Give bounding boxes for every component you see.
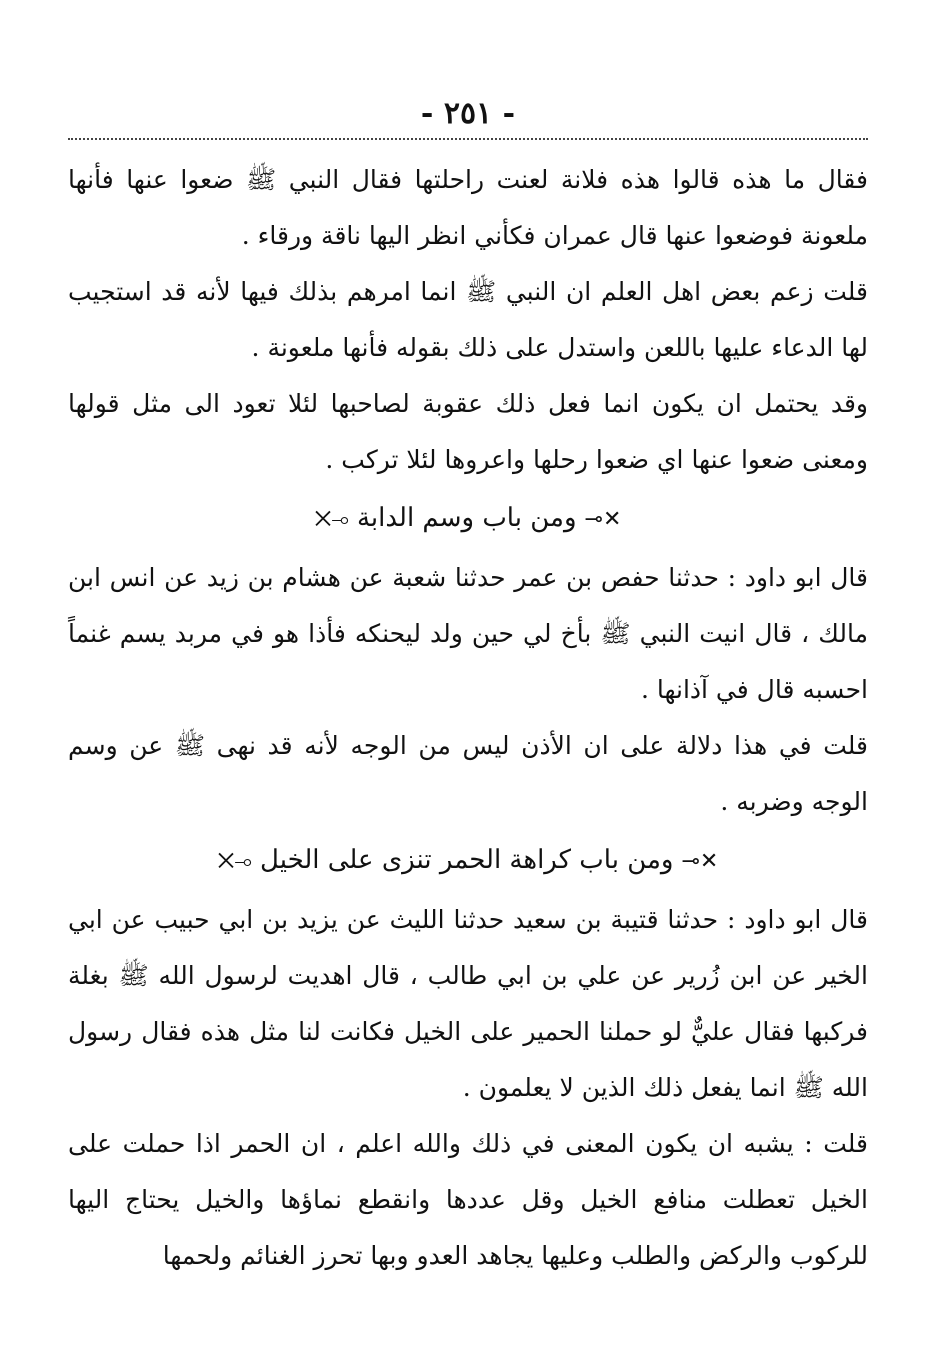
paragraph: قلت زعم بعض اهل العلم ان النبي ﷺ انما امرهم بذلك فيها لأنه قد استجيب لها الدعاء عليها باللعن واستدل على ذلك بقوله فأنها ملعونة .: [68, 277, 868, 362]
ornament-icon: ✕⊸: [584, 507, 622, 532]
ornament-icon: ⟜✕: [217, 849, 253, 874]
section-heading-text: ومن باب وسم الدابة: [356, 503, 577, 533]
section-heading-text: ومن باب كراهة الحمر تنزى على الخيل: [260, 845, 674, 875]
ornament-icon: ✕⊸: [681, 849, 719, 874]
page-number: - ٢٥١ -: [420, 96, 516, 131]
header-rule: [68, 138, 868, 140]
section-heading: [68, 830, 868, 892]
paragraph: فقال ما هذه قالوا هذه فلانة لعنت راحلتها فقال النبي ﷺ ضعوا عنها فأنها ملعونة فوضعوا عنها قال عمران فكأني انظر اليها ناقة ورقاء .: [68, 165, 868, 250]
ornament-icon: ⟜✕: [314, 507, 349, 532]
paragraph: قلت : يشبه ان يكون المعنى في ذلك والله اعلم ، ان الحمر اذا حملت على الخيل تعطلت منافع الخيل وقل عددها وانقطع نماؤها والخيل يحتاج اليها للركوب والركض والطلب وعليها يجاهد العدو وبها تحرز الغنائم ولحمها: [68, 1129, 868, 1270]
section-heading: [68, 488, 868, 550]
body-text: [68, 152, 868, 1284]
paragraph: قال ابو داود : حدثنا قتيبة بن سعيد حدثنا الليث عن يزيد بن ابي حبيب عن ابي الخير عن ابن زُرير عن علي بن ابي طالب ، قال اهديت لرسول الله ﷺ بغلة فركبها فقال عليٌّ لو حملنا الحمير على الخيل فكانت لنا مثل هذه فقال رسول الله ﷺ انما يفعل ذلك الذين لا يعلمون .: [68, 905, 868, 1102]
paragraph: وقد يحتمل ان يكون انما فعل ذلك عقوبة لصاحبها لئلا تعود الى مثل قولها ومعنى ضعوا عنها اي ضعوا رحلها واعروها لئلا تركب .: [68, 389, 868, 474]
paragraph: قلت في هذا دلالة على ان الأذن ليس من الوجه لأنه قد نهى ﷺ عن وسم الوجه وضربه .: [68, 731, 868, 816]
paragraph: قال ابو داود : حدثنا حفص بن عمر حدثنا شعبة عن هشام بن زيد عن انس ابن مالك ، قال انيت النبي ﷺ بأخ لي حين ولد ليحنكه فأذا هو في مربد يسم غنماً احسبه قال في آذانها .: [68, 563, 868, 704]
